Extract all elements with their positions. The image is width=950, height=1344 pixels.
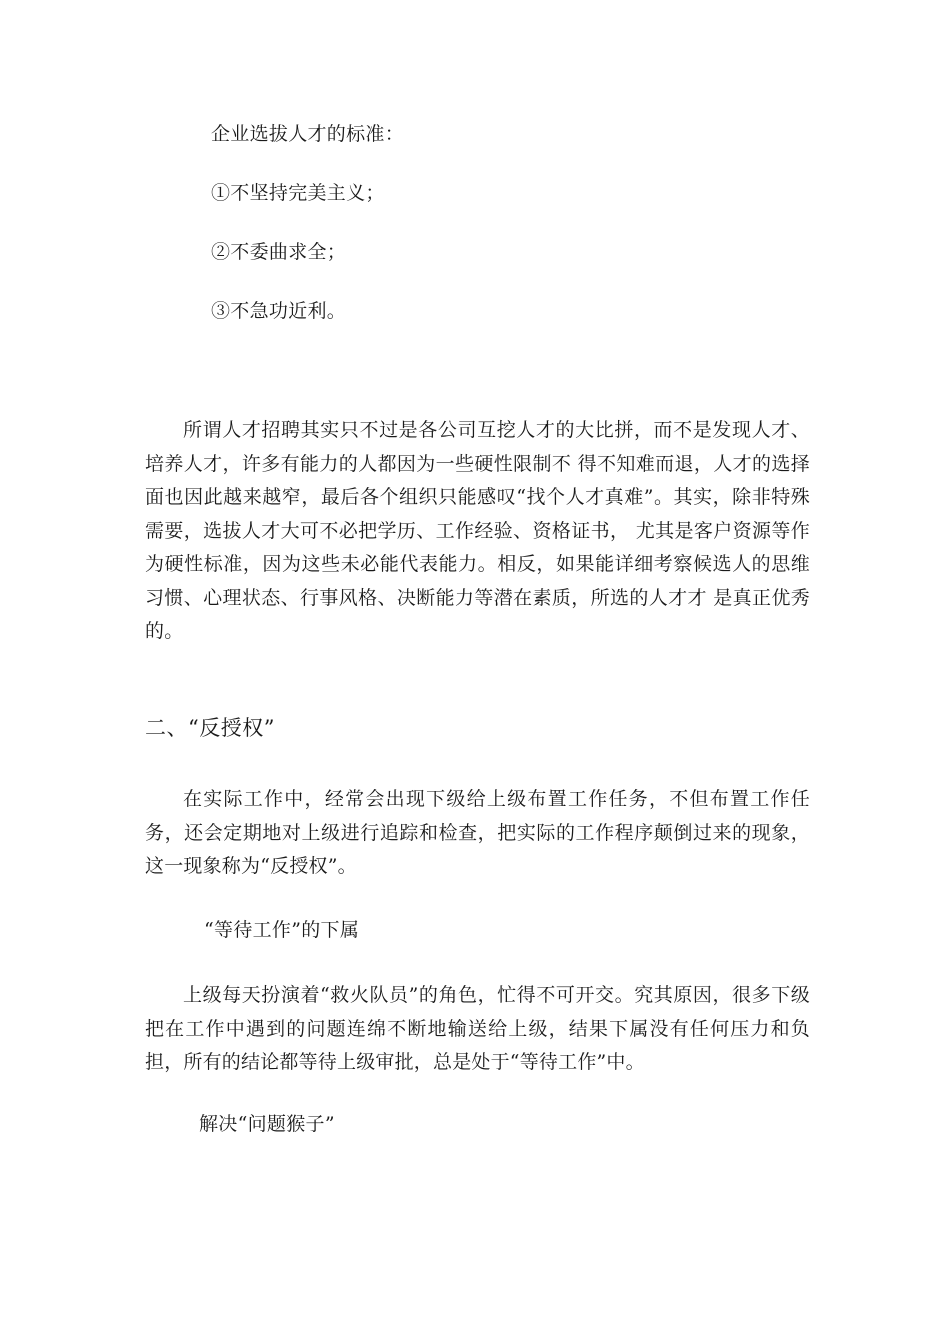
- section-2-subheading-2: 解决“问题猴子”: [199, 1113, 335, 1135]
- standards-item-1: ①不坚持完美主义；: [211, 182, 385, 204]
- standards-item-3: ③不急功近利。: [211, 300, 347, 322]
- section-2-paragraph-1: 在实际工作中，经常会出现下级给上级布置工作任务，不但布置工作任务，还会定期地对上级进行追踪和检查，把实际的工作程序颠倒过来的现象，这一现象称为“反授权”。: [145, 788, 810, 877]
- section-2-paragraph-2: 上级每天扮演着“救火队员”的角色，忙得不可开交。究其原因，很多下级把在工作中遇到的问题连绵不断地输送给上级，结果下属没有任何压力和负担，所有的结论都等待上级审批，总是处于“等待工作”中。: [145, 984, 810, 1073]
- intro-paragraph: 所谓人才招聘其实只不过是各公司互挖人才的大比拼，而不是发现人才、培养人才，许多有能力的人都因为一些硬性限制不 得不知难而退，人才的选择面也因此越来越窄，最后各个组织只能感叹“找个人才真难”。其实，除非特殊需要，选拔人才大可不必把学历、工作经验、资格证书， 尤其是客户资源等作为硬性标准，因为这些未必能代表能力。相反，如果能详细考察候选人的思维习惯、心理状态、行事风格、决断能力等潜在素质，所选的人才才 是真正优秀的。: [145, 419, 810, 642]
- standards-item-2: ②不委曲求全；: [211, 241, 347, 263]
- standards-title: 企业选拔人才的标准：: [211, 123, 405, 145]
- section-2-heading: 二、“反授权”: [145, 716, 275, 740]
- section-2-subheading-1: “等待工作”的下属: [204, 919, 360, 941]
